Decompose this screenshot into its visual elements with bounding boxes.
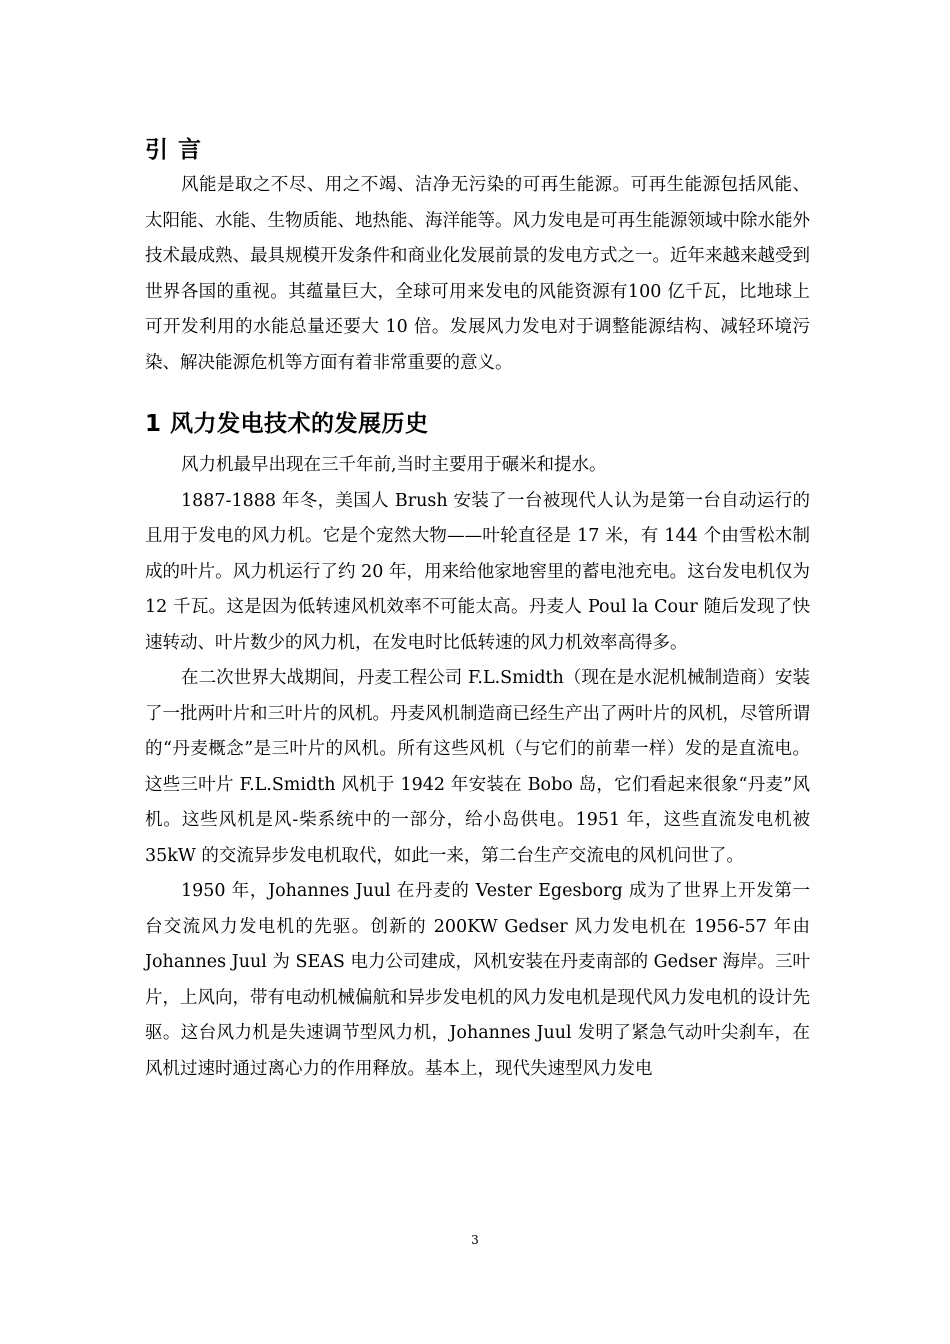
intro-paragraph: 风能是取之不尽、用之不竭、洁净无污染的可再生能源。可再生能源包括风能、太阳能、水能、生物质能、地热能、海洋能等。风力发电是可再生能源领域中除水能外技术最成熟、最具规模开发条件和商业化发展前景的发电方式之一。近年来越来越受到世界各国的重视。其蕴量巨大，全球可用来发电的风能资源有100 亿千瓦，比地球上可开发利用的水能总量还要大 10 倍。发展风力发电对于调整能源结构、减轻环境污染、解决能源危机等方面有着非常重要的意义。 <box>145 175 810 373</box>
intro-body <box>145 168 810 381</box>
history-paragraph: 1950 年，Johannes Juul 在丹麦的 Vester Egesborg 成为了世界上开发第一台交流风力发电机的先驱。创新的 200KW Gedser 风力发电机在 1956-57 年由 Johannes Juul 为 SEAS 电力公司建成，风机安装在丹麦南部的 Gedser 海岸。三叶片，上风向，带有电动机械偏航和异步发电机的风力发电机是现代风力发电机的设计先驱。这台风力机是失速调节型风力机，Johannes Juul 发明了紧急气动叶尖刹车，在风机过速时通过离心力的作用释放。基本上，现代失速型风力发电 <box>145 881 810 1079</box>
history-paragraph: 在二次世界大战期间，丹麦工程公司 F.L.Smidth（现在是水泥机械制造商）安装了一批两叶片和三叶片的风机。丹麦风机制造商已经生产出了两叶片的风机，尽管所谓的“丹麦概念”是三叶片的风机。所有这些风机（与它们的前辈一样）发的是直流电。这些三叶片 F.L.Smidth 风机于 1942 年安装在 Bobo 岛，它们看起来很象“丹麦”风机。这些风机是风-柴系统中的一部分，给小岛供电。1951 年，这些直流发电机被 35kW 的交流异步发电机取代，如此一来，第二台生产交流电的风机问世了。 <box>145 668 810 866</box>
history-paragraph: 风力机最早出现在三千年前,当时主要用于碾米和提水。 <box>181 455 607 475</box>
section-heading: 1 风力发电技术的发展历史 <box>145 411 429 437</box>
history-paragraph: 1887-1888 年冬，美国人 Brush 安装了一台被现代人认为是第一台自动运行的且用于发电的风力机。它是个宠然大物——叶轮直径是 17 米，有 144 个由雪松木制成的叶片。风力机运行了约 20 年，用来给他家地窖里的蓄电池充电。这台发电机仅为 12 千瓦。这是因为低转速风机效率不可能太高。丹麦人 Poul la Cour 随后发现了快速转动、叶片数少的风力机，在发电时比低转速的风力机效率高得多。 <box>145 490 810 653</box>
intro-heading: 引言 <box>145 137 211 163</box>
page-number: 3 <box>471 1233 479 1247</box>
history-body <box>145 448 810 1087</box>
